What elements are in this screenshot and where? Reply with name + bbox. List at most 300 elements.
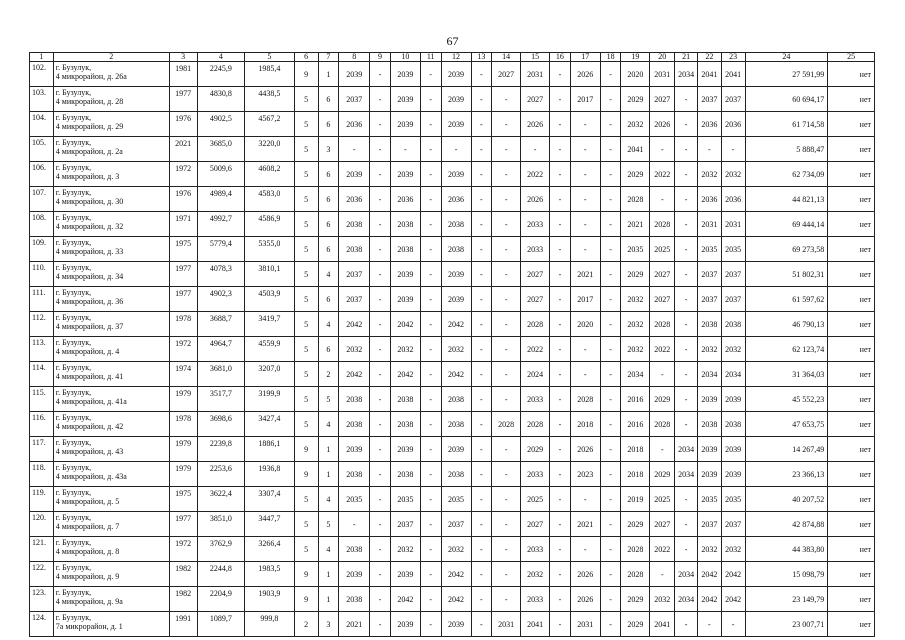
cell-col-8: 2038 xyxy=(339,537,370,562)
address-cell xyxy=(53,112,169,137)
cell-col-14: - xyxy=(492,362,521,387)
cell-col-8: 2039 xyxy=(339,62,370,87)
cell-col-12: 2037 xyxy=(441,512,471,537)
table-row xyxy=(30,212,875,237)
cell-col-23: 2034 xyxy=(721,362,745,387)
cell-col-7: 6 xyxy=(318,162,339,187)
cell-col-21: - xyxy=(675,512,698,537)
cell-col-25: нет xyxy=(828,437,875,462)
cell-col-24: 60 694,17 xyxy=(745,87,828,112)
cell-col-5: 1903,9 xyxy=(245,587,295,612)
cell-col-21: - xyxy=(675,337,698,362)
row-number: 109. xyxy=(30,237,54,262)
cell-col-18: - xyxy=(600,162,621,187)
cell-col-5: 3266,4 xyxy=(245,537,295,562)
cell-col-11: - xyxy=(420,337,441,362)
cell-col-16: - xyxy=(550,87,571,112)
cell-col-16: - xyxy=(550,512,571,537)
cell-col-17: - xyxy=(570,487,600,512)
address-street: 4 микрорайон, д. 36 xyxy=(55,297,124,306)
cell-col-14: - xyxy=(492,387,521,412)
cell-col-23: 2031 xyxy=(721,212,745,237)
cell-col-16: - xyxy=(550,187,571,212)
address-city: г. Бузулук, xyxy=(55,113,92,122)
cell-col-24: 51 802,31 xyxy=(745,262,828,287)
cell-col-11: - xyxy=(420,462,441,487)
row-number: 114. xyxy=(30,362,54,387)
address-cell xyxy=(53,437,169,462)
cell-col-24: 69 273,58 xyxy=(745,237,828,262)
cell-col-22: 2042 xyxy=(697,587,721,612)
cell-col-8: 2038 xyxy=(339,587,370,612)
cell-col-17: 2021 xyxy=(570,262,600,287)
cell-col-18: - xyxy=(600,337,621,362)
cell-col-19: 2019 xyxy=(621,487,650,512)
column-number: 18 xyxy=(600,53,621,62)
cell-col-9: - xyxy=(370,337,391,362)
cell-col-18: - xyxy=(600,212,621,237)
address-city: г. Бузулук, xyxy=(55,363,92,372)
cell-col-16: - xyxy=(550,362,571,387)
address-street: 4 микрорайон, д. 41 xyxy=(55,372,124,381)
table-row xyxy=(30,587,875,612)
cell-col-20: 2025 xyxy=(650,487,675,512)
cell-col-25: нет xyxy=(828,187,875,212)
cell-col-23: 2035 xyxy=(721,487,745,512)
cell-col-17: - xyxy=(570,137,600,162)
cell-col-3: 1977 xyxy=(169,262,197,287)
cell-col-17: 2017 xyxy=(570,87,600,112)
address-cell xyxy=(53,562,169,587)
cell-col-15: 2029 xyxy=(521,437,550,462)
cell-col-3: 1974 xyxy=(169,362,197,387)
cell-col-14: - xyxy=(492,212,521,237)
cell-col-23: 2038 xyxy=(721,312,745,337)
cell-col-24: 23 149,79 xyxy=(745,587,828,612)
cell-col-11: - xyxy=(420,212,441,237)
column-number: 25 xyxy=(828,53,875,62)
column-number: 8 xyxy=(339,53,370,62)
cell-col-11: - xyxy=(420,287,441,312)
cell-col-22: 2037 xyxy=(697,262,721,287)
cell-col-5: 3447,7 xyxy=(245,512,295,537)
cell-col-20: 2028 xyxy=(650,212,675,237)
row-number: 104. xyxy=(30,112,54,137)
cell-col-10: 2039 xyxy=(390,437,420,462)
cell-col-21: - xyxy=(675,487,698,512)
cell-col-16: - xyxy=(550,437,571,462)
cell-col-5: 1985,4 xyxy=(245,62,295,87)
cell-col-13: - xyxy=(471,237,492,262)
cell-col-6: 5 xyxy=(294,512,318,537)
cell-col-8: 2039 xyxy=(339,562,370,587)
cell-col-14: - xyxy=(492,137,521,162)
cell-col-13: - xyxy=(471,462,492,487)
row-number: 123. xyxy=(30,587,54,612)
column-number: 5 xyxy=(245,53,295,62)
address-street: 4 микрорайон, д. 32 xyxy=(55,222,124,231)
cell-col-25: нет xyxy=(828,387,875,412)
cell-col-14: - xyxy=(492,537,521,562)
cell-col-12: 2039 xyxy=(441,62,471,87)
cell-col-11: - xyxy=(420,187,441,212)
table-row xyxy=(30,87,875,112)
cell-col-3: 1977 xyxy=(169,87,197,112)
cell-col-15: 2033 xyxy=(521,237,550,262)
cell-col-23: 2038 xyxy=(721,412,745,437)
cell-col-3: 1991 xyxy=(169,612,197,637)
cell-col-3: 1979 xyxy=(169,387,197,412)
cell-col-14: 2027 xyxy=(492,62,521,87)
cell-col-22: 2037 xyxy=(697,287,721,312)
cell-col-19: 2029 xyxy=(621,512,650,537)
address-cell xyxy=(53,412,169,437)
address-cell xyxy=(53,337,169,362)
cell-col-11: - xyxy=(420,437,441,462)
cell-col-4: 2204,9 xyxy=(197,587,245,612)
address-street: 4 микрорайон, д. 28 xyxy=(55,97,124,106)
row-number: 124. xyxy=(30,612,54,637)
column-number: 15 xyxy=(521,53,550,62)
cell-col-19: 2029 xyxy=(621,162,650,187)
cell-col-24: 47 653,75 xyxy=(745,412,828,437)
cell-col-15: 2033 xyxy=(521,462,550,487)
cell-col-6: 5 xyxy=(294,537,318,562)
cell-col-9: - xyxy=(370,537,391,562)
cell-col-15: - xyxy=(521,137,550,162)
cell-col-13: - xyxy=(471,512,492,537)
cell-col-14: 2028 xyxy=(492,412,521,437)
address-city: г. Бузулук, xyxy=(55,463,92,472)
cell-col-25: нет xyxy=(828,612,875,637)
cell-col-7: 1 xyxy=(318,562,339,587)
address-city: г. Бузулук, xyxy=(55,588,92,597)
cell-col-4: 3688,7 xyxy=(197,312,245,337)
cell-col-22: 2035 xyxy=(697,237,721,262)
cell-col-5: 1936,8 xyxy=(245,462,295,487)
cell-col-7: 1 xyxy=(318,462,339,487)
cell-col-14: - xyxy=(492,287,521,312)
cell-col-13: - xyxy=(471,187,492,212)
cell-col-17: - xyxy=(570,362,600,387)
cell-col-4: 4902,3 xyxy=(197,287,245,312)
cell-col-7: 1 xyxy=(318,437,339,462)
cell-col-20: 2028 xyxy=(650,312,675,337)
cell-col-11: - xyxy=(420,312,441,337)
cell-col-8: - xyxy=(339,512,370,537)
cell-col-12: 2039 xyxy=(441,262,471,287)
cell-col-21: 2034 xyxy=(675,62,698,87)
cell-col-16: - xyxy=(550,62,571,87)
cell-col-18: - xyxy=(600,537,621,562)
address-cell xyxy=(53,387,169,412)
cell-col-4: 4902,5 xyxy=(197,112,245,137)
cell-col-4: 3851,0 xyxy=(197,512,245,537)
cell-col-15: 2028 xyxy=(521,312,550,337)
cell-col-9: - xyxy=(370,612,391,637)
address-city: г. Бузулук, xyxy=(55,513,92,522)
cell-col-24: 15 098,79 xyxy=(745,562,828,587)
cell-col-7: 1 xyxy=(318,62,339,87)
cell-col-9: - xyxy=(370,137,391,162)
address-cell xyxy=(53,612,169,637)
cell-col-16: - xyxy=(550,537,571,562)
column-number: 1 xyxy=(30,53,54,62)
cell-col-14: - xyxy=(492,587,521,612)
cell-col-12: 2039 xyxy=(441,87,471,112)
cell-col-11: - xyxy=(420,87,441,112)
cell-col-16: - xyxy=(550,312,571,337)
cell-col-20: 2028 xyxy=(650,412,675,437)
cell-col-12: 2039 xyxy=(441,437,471,462)
cell-col-6: 5 xyxy=(294,412,318,437)
cell-col-17: 2021 xyxy=(570,512,600,537)
cell-col-20: 2027 xyxy=(650,512,675,537)
cell-col-10: 2035 xyxy=(390,487,420,512)
cell-col-10: 2038 xyxy=(390,412,420,437)
address-cell xyxy=(53,287,169,312)
cell-col-3: 1975 xyxy=(169,487,197,512)
cell-col-6: 5 xyxy=(294,112,318,137)
cell-col-4: 4989,4 xyxy=(197,187,245,212)
cell-col-9: - xyxy=(370,487,391,512)
row-number: 120. xyxy=(30,512,54,537)
cell-col-7: 3 xyxy=(318,612,339,637)
cell-col-15: 2027 xyxy=(521,87,550,112)
cell-col-4: 2253,6 xyxy=(197,462,245,487)
cell-col-3: 1979 xyxy=(169,462,197,487)
cell-col-19: 2018 xyxy=(621,462,650,487)
cell-col-13: - xyxy=(471,262,492,287)
cell-col-18: - xyxy=(600,412,621,437)
cell-col-20: 2027 xyxy=(650,87,675,112)
cell-col-6: 5 xyxy=(294,362,318,387)
cell-col-23: 2036 xyxy=(721,187,745,212)
cell-col-17: - xyxy=(570,337,600,362)
cell-col-7: 6 xyxy=(318,187,339,212)
column-number-row xyxy=(30,53,875,62)
cell-col-16: - xyxy=(550,462,571,487)
cell-col-9: - xyxy=(370,187,391,212)
cell-col-15: 2026 xyxy=(521,112,550,137)
cell-col-18: - xyxy=(600,387,621,412)
cell-col-19: 2035 xyxy=(621,237,650,262)
cell-col-14: - xyxy=(492,512,521,537)
cell-col-20: 2032 xyxy=(650,587,675,612)
buildings-table xyxy=(29,52,875,637)
cell-col-22: 2035 xyxy=(697,487,721,512)
cell-col-16: - xyxy=(550,162,571,187)
row-number: 105. xyxy=(30,137,54,162)
cell-col-11: - xyxy=(420,112,441,137)
cell-col-4: 2239,8 xyxy=(197,437,245,462)
cell-col-10: 2039 xyxy=(390,87,420,112)
cell-col-21: - xyxy=(675,87,698,112)
cell-col-4: 3517,7 xyxy=(197,387,245,412)
cell-col-24: 61 597,62 xyxy=(745,287,828,312)
cell-col-11: - xyxy=(420,587,441,612)
cell-col-21: - xyxy=(675,137,698,162)
cell-col-13: - xyxy=(471,387,492,412)
cell-col-12: 2038 xyxy=(441,412,471,437)
cell-col-11: - xyxy=(420,262,441,287)
cell-col-10: 2039 xyxy=(390,612,420,637)
cell-col-14: 2031 xyxy=(492,612,521,637)
cell-col-12: 2032 xyxy=(441,537,471,562)
cell-col-22: 2034 xyxy=(697,362,721,387)
cell-col-6: 9 xyxy=(294,587,318,612)
cell-col-24: 14 267,49 xyxy=(745,437,828,462)
cell-col-16: - xyxy=(550,112,571,137)
cell-col-13: - xyxy=(471,87,492,112)
column-number: 22 xyxy=(697,53,721,62)
cell-col-15: 2022 xyxy=(521,337,550,362)
cell-col-22: 2041 xyxy=(697,62,721,87)
cell-col-23: 2036 xyxy=(721,112,745,137)
cell-col-6: 9 xyxy=(294,462,318,487)
cell-col-15: 2027 xyxy=(521,262,550,287)
cell-col-8: 2036 xyxy=(339,112,370,137)
cell-col-13: - xyxy=(471,587,492,612)
cell-col-7: 4 xyxy=(318,312,339,337)
cell-col-25: нет xyxy=(828,312,875,337)
cell-col-4: 3681,0 xyxy=(197,362,245,387)
cell-col-19: 2028 xyxy=(621,537,650,562)
cell-col-24: 61 714,58 xyxy=(745,112,828,137)
cell-col-21: - xyxy=(675,387,698,412)
column-number: 11 xyxy=(420,53,441,62)
cell-col-20: 2041 xyxy=(650,612,675,637)
cell-col-15: 2027 xyxy=(521,287,550,312)
cell-col-21: 2034 xyxy=(675,462,698,487)
cell-col-16: - xyxy=(550,337,571,362)
cell-col-10: 2042 xyxy=(390,312,420,337)
cell-col-7: 4 xyxy=(318,412,339,437)
address-cell xyxy=(53,137,169,162)
cell-col-20: - xyxy=(650,137,675,162)
cell-col-21: - xyxy=(675,312,698,337)
cell-col-7: 3 xyxy=(318,137,339,162)
cell-col-8: 2039 xyxy=(339,162,370,187)
address-street: 4 микрорайон, д. 29 xyxy=(55,122,124,131)
cell-col-6: 5 xyxy=(294,312,318,337)
cell-col-25: нет xyxy=(828,287,875,312)
address-cell xyxy=(53,362,169,387)
cell-col-4: 1089,7 xyxy=(197,612,245,637)
cell-col-21: - xyxy=(675,537,698,562)
cell-col-17: 2023 xyxy=(570,462,600,487)
row-number: 118. xyxy=(30,462,54,487)
cell-col-21: - xyxy=(675,287,698,312)
cell-col-19: 2032 xyxy=(621,112,650,137)
address-street: 4 микрорайон, д. 41а xyxy=(55,397,127,406)
address-street: 4 микрорайон, д. 4 xyxy=(55,347,120,356)
row-number: 112. xyxy=(30,312,54,337)
cell-col-22: 2032 xyxy=(697,537,721,562)
cell-col-16: - xyxy=(550,237,571,262)
row-number: 102. xyxy=(30,62,54,87)
cell-col-4: 3698,6 xyxy=(197,412,245,437)
cell-col-9: - xyxy=(370,112,391,137)
address-cell xyxy=(53,462,169,487)
cell-col-3: 1972 xyxy=(169,162,197,187)
cell-col-3: 1977 xyxy=(169,512,197,537)
cell-col-25: нет xyxy=(828,237,875,262)
address-cell xyxy=(53,187,169,212)
cell-col-17: - xyxy=(570,162,600,187)
cell-col-6: 5 xyxy=(294,262,318,287)
cell-col-23: 2037 xyxy=(721,287,745,312)
cell-col-17: 2017 xyxy=(570,287,600,312)
row-number: 108. xyxy=(30,212,54,237)
cell-col-5: 4586,9 xyxy=(245,212,295,237)
cell-col-16: - xyxy=(550,137,571,162)
cell-col-9: - xyxy=(370,587,391,612)
cell-col-25: нет xyxy=(828,137,875,162)
cell-col-4: 4992,7 xyxy=(197,212,245,237)
cell-col-16: - xyxy=(550,212,571,237)
cell-col-14: - xyxy=(492,262,521,287)
cell-col-24: 69 444,14 xyxy=(745,212,828,237)
cell-col-25: нет xyxy=(828,587,875,612)
cell-col-8: 2037 xyxy=(339,287,370,312)
address-street: 4 микрорайон, д. 33 xyxy=(55,247,124,256)
column-number: 23 xyxy=(721,53,745,62)
address-city: г. Бузулук, xyxy=(55,488,92,497)
cell-col-4: 2244,8 xyxy=(197,562,245,587)
address-street: 4 микрорайон, д. 3 xyxy=(55,172,120,181)
cell-col-24: 40 207,52 xyxy=(745,487,828,512)
cell-col-8: 2039 xyxy=(339,437,370,462)
cell-col-14: - xyxy=(492,337,521,362)
cell-col-11: - xyxy=(420,387,441,412)
address-street: 4 микрорайон, д. 9а xyxy=(55,597,123,606)
cell-col-11: - xyxy=(420,62,441,87)
cell-col-17: 2026 xyxy=(570,62,600,87)
cell-col-16: - xyxy=(550,287,571,312)
address-city: г. Бузулук, xyxy=(55,213,92,222)
address-city: г. Бузулук, xyxy=(55,88,92,97)
cell-col-22: 2042 xyxy=(697,562,721,587)
cell-col-22: 2038 xyxy=(697,312,721,337)
cell-col-10: 2032 xyxy=(390,537,420,562)
cell-col-18: - xyxy=(600,112,621,137)
address-cell xyxy=(53,312,169,337)
cell-col-19: 2032 xyxy=(621,312,650,337)
table-row xyxy=(30,612,875,637)
cell-col-22: 2038 xyxy=(697,412,721,437)
cell-col-5: 3199,9 xyxy=(245,387,295,412)
cell-col-19: 2020 xyxy=(621,62,650,87)
cell-col-11: - xyxy=(420,362,441,387)
cell-col-9: - xyxy=(370,287,391,312)
cell-col-19: 2032 xyxy=(621,337,650,362)
address-street: 4 микрорайон, д. 30 xyxy=(55,197,124,206)
column-number: 4 xyxy=(197,53,245,62)
cell-col-9: - xyxy=(370,237,391,262)
cell-col-11: - xyxy=(420,137,441,162)
cell-col-12: 2032 xyxy=(441,337,471,362)
cell-col-10: 2039 xyxy=(390,112,420,137)
cell-col-20: 2027 xyxy=(650,262,675,287)
cell-col-9: - xyxy=(370,387,391,412)
cell-col-5: 4567,2 xyxy=(245,112,295,137)
cell-col-22: 2031 xyxy=(697,212,721,237)
cell-col-24: 46 790,13 xyxy=(745,312,828,337)
cell-col-13: - xyxy=(471,362,492,387)
cell-col-18: - xyxy=(600,362,621,387)
cell-col-5: 3810,1 xyxy=(245,262,295,287)
